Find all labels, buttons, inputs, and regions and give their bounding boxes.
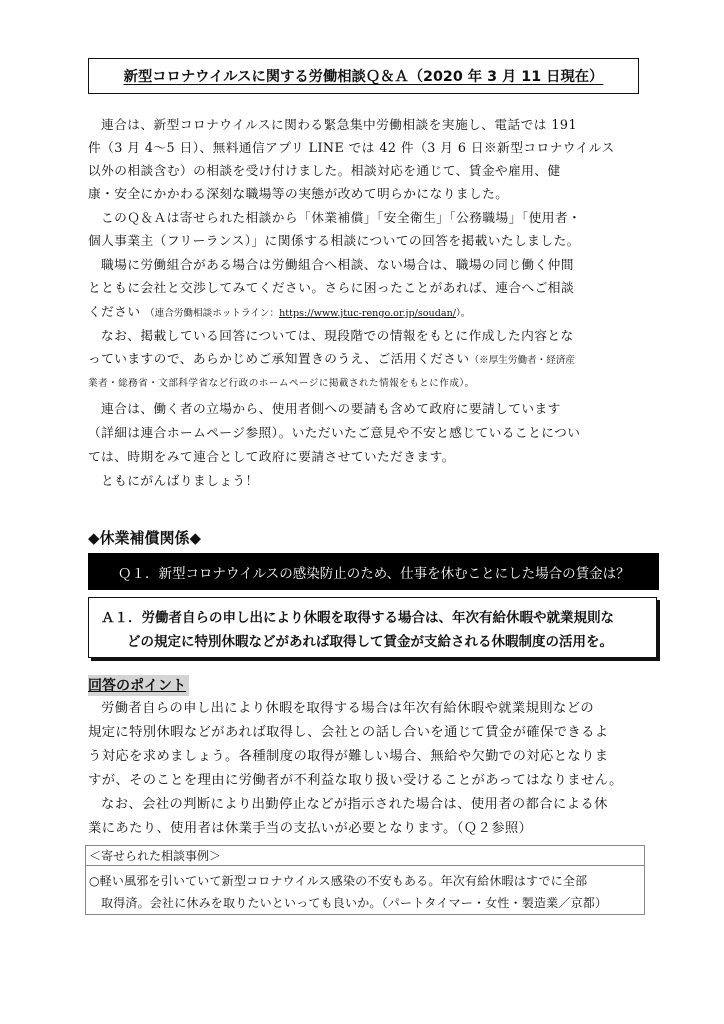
intro-line: 康・安全にかかわる深刻な職場等の実態が改めて明らかになりました。	[88, 186, 509, 201]
title-box	[88, 58, 639, 94]
points-line: なお、会社の判断により出勤停止などが指示された場合は、使用者の都合による休	[101, 797, 608, 812]
answer-line: Ａ１．労働者自らの申し出により休暇を取得する場合は、年次有給休暇や就業規則な	[101, 610, 614, 626]
intro-line	[88, 347, 640, 372]
intro-line: 以外の相談含む）の相談を受け付けました。相談対応を通じて、賃金や雇用、健	[88, 163, 561, 178]
answer-box	[88, 597, 657, 658]
source-note-line: 業者・総務省・文部科学省など行政のホームページに掲載された情報をもとに作成）。	[88, 378, 475, 389]
intro-line: とともに会社と交渉してみてください。さらに困ったことがあれば、連合へご相談	[88, 280, 575, 295]
question-box	[88, 553, 659, 590]
section-heading: ◆休業補償関係◆	[88, 529, 202, 547]
source-note: （※厚生労働者・経済産	[469, 355, 576, 366]
points-line: う対応を求めましょう。各種制度の取得が難しい場合、無給や欠勤での対応となりま	[88, 749, 609, 764]
case-line: 取得済。会社に休みを取りたいといっても良いか。（パートタイマー・女性・製造業／京都）	[101, 896, 608, 910]
intro-line: （詳細は連合ホームページ参照）。いただいたご意見や不安と感じていることについ	[88, 425, 581, 440]
intro-line: このＱ＆Ａは寄せられた相談から「休業補償」「安全衛生」「公務職場」「使用者・	[101, 210, 582, 225]
intro-text: っていますので、あらかじめご承知置きのうえ、ご活用ください	[88, 351, 470, 366]
hotline-note: （連合労働相談ホットライン：	[145, 308, 280, 319]
answer-line: どの規定に特別休暇などがあれば取得して賃金が支給される休暇制度の活用を。	[127, 634, 613, 650]
intro-line: 個人事業主（フリーランス）」に関係する相談についての回答を掲載いたしました。	[88, 233, 580, 248]
case-box	[85, 845, 645, 915]
intro-line: 件（3 月 4～5 日）、無料通信アプリ LINE では 42 件（3 月 6 日※新型コロナウイルス	[88, 140, 615, 155]
intro-line	[88, 300, 640, 325]
hotline-link[interactable]: https://www.jtuc-rengo.or.jp/soudan/	[279, 308, 456, 319]
points-line: 規定に特別休暇などがあれば取得し、会社との話し合いを通じて賃金が確保できるよ	[88, 725, 609, 740]
points-line: 労働者自らの申し出により休暇を取得する場合は年次有給休暇や就業規則などの	[101, 701, 595, 716]
points-heading: 回答のポイント	[88, 675, 189, 696]
intro-line: なお、掲載している回答については、現段階での情報をもとに作成した内容とな	[101, 328, 574, 343]
question-text: Ｑ１．新型コロナウイルスの感染防止のため、仕事を休むことにした場合の賃金は？	[118, 565, 630, 582]
intro-line: 職場に労働組合がある場合は労働組合へ相談、ない場合は、職場の同じ働く仲間	[101, 257, 574, 272]
points-line: すが、そのことを理由に労働者が不利益な取り扱い受けることがあってはなりません。	[88, 773, 623, 788]
intro-line: 連合は、新型コロナウイルスに関わる緊急集中労働相談を実施し、電話では 191	[101, 117, 577, 132]
intro-line: ともにがんばりましょう！	[101, 473, 259, 488]
intro-line: 連合は、働く者の立場から、使用者側への要請も含めて政府に要請しています	[101, 401, 561, 416]
page-title: 新型コロナウイルスに関する労働相談Ｑ＆Ａ（2020 年 3 月 11 日現在）	[123, 69, 604, 85]
points-line: 業にあたり、使用者は休業手当の支払いが必要となります。（Ｑ２参照）	[88, 821, 533, 836]
case-header: ＜寄せられた相談事例＞	[86, 846, 644, 866]
case-line: ○軽い風邪を引いていて新型コロナウイルス感染の不安もある。年次有給休暇はすでに全部	[89, 874, 588, 888]
intro-text: ください	[88, 304, 141, 319]
hotline-note-end: ）。	[456, 308, 471, 319]
intro-line: ては、時期をみて連合として政府に要請させていただきます。	[88, 449, 455, 464]
